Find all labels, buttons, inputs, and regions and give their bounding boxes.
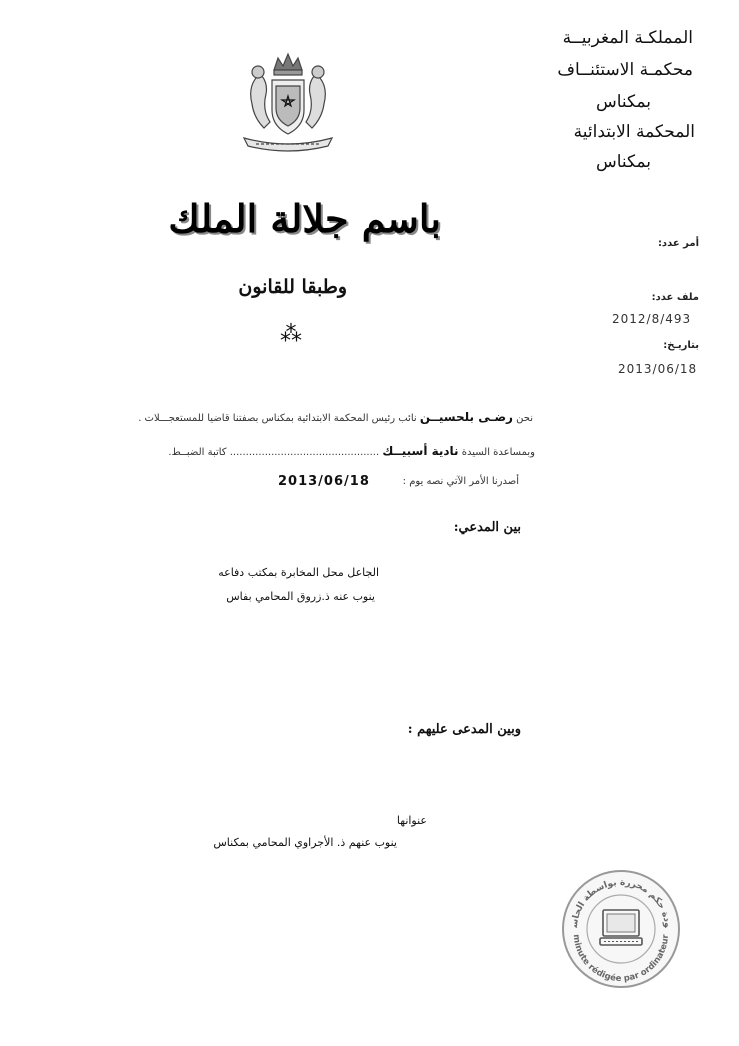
preamble-prefix: نحن — [516, 413, 533, 424]
first-instance-court-name: المحكمة الابتدائية — [573, 122, 695, 142]
preamble-line-1 — [138, 410, 533, 424]
date-value: 2013/06/18 — [618, 362, 698, 376]
plaintiff-line-1: الجاعل محل المخابرة بمكتب دفاعه — [218, 566, 379, 579]
date-label: بتاريـخ: — [663, 340, 699, 351]
clerk-role: كاتبة الضبــط. — [168, 447, 227, 458]
judge-name: رضـى بلحسيــن — [419, 410, 513, 424]
issue-statement: أصدرنا الأمر الآتي نصه يوم : — [402, 476, 519, 487]
plaintiff-line-2: ينوب عنه ذ.زروق المحامي بفاس — [226, 590, 375, 603]
order-number-label: أمر عدد: — [657, 238, 699, 249]
clerk-name: نادية أسبيــك — [382, 444, 459, 458]
stamp-text-arabic: ودة حكم محررة بواسطة الحاس — [569, 877, 673, 929]
plaintiff-label: بين المدعي: — [453, 520, 521, 535]
coat-of-arms-icon — [236, 48, 340, 156]
preamble-judge-role: نائب رئيس المحكمة الابتدائية بمكناس بصفتنا قاضيا للمستعجـــلات . — [138, 413, 417, 424]
appeal-court-city: بمكناس — [595, 92, 651, 112]
page-subtitle: وطبقا للقانون — [238, 276, 347, 298]
clerk-prefix: وبمساعدة السيدة — [461, 447, 535, 458]
preamble-line-2 — [168, 444, 535, 458]
issue-date: 2013/06/18 — [278, 474, 370, 489]
page-title: باسم جلالة الملك — [168, 196, 441, 241]
file-number-label: ملف عدد: — [651, 292, 699, 303]
defendant-label: وبين المدعى عليهم : — [407, 722, 521, 737]
defendant-address-label: عنوانها — [396, 814, 427, 827]
defendant-lawyer: ينوب عنهم ذ. الأجراوي المحامي بمكناس — [213, 836, 397, 849]
stamp-seal-icon — [560, 868, 682, 990]
stars-ornament: ⁂ — [280, 322, 302, 347]
coat-of-arms-emblem — [236, 48, 340, 156]
computer-draft-stamp — [560, 868, 682, 990]
first-instance-court-city: بمكناس — [595, 152, 651, 172]
stamp-text-french: minute rédigée par ordinateur — [570, 933, 672, 985]
file-number-value: 2012/8/493 — [612, 312, 692, 326]
kingdom-name: المملكـة المغربيــة — [562, 28, 693, 48]
appeal-court-name: محكمـة الاستئنــاف — [557, 60, 693, 80]
clerk-dots: ............................................... — [229, 447, 380, 458]
